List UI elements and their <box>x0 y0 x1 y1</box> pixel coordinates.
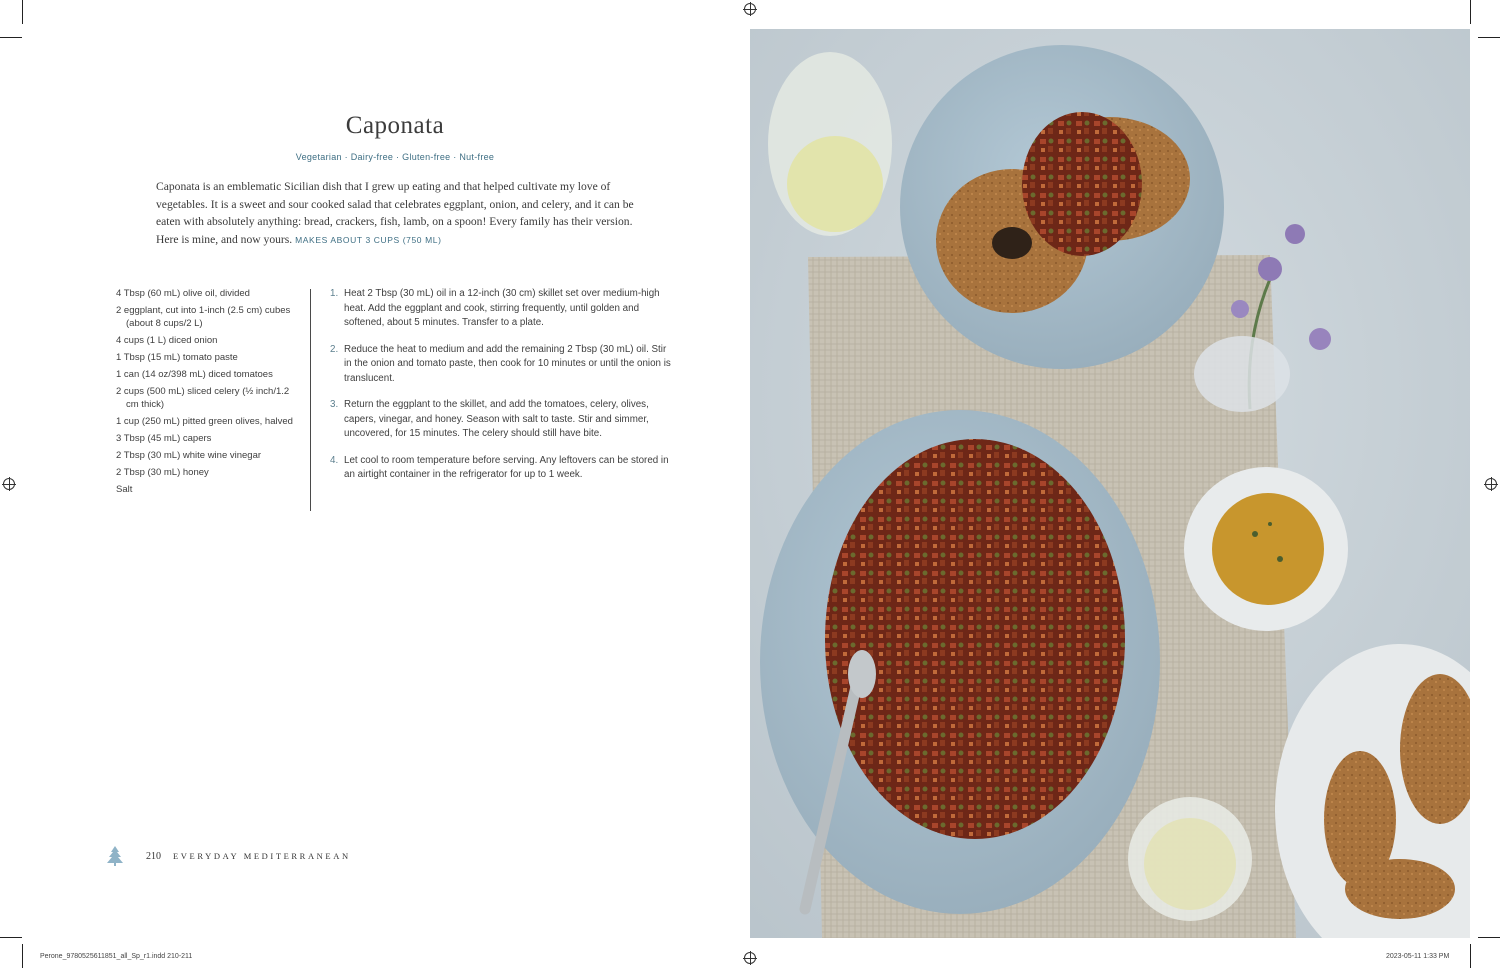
ingredient-item: 2 cups (500 mL) sliced celery (½ inch/1.2 cm thick) <box>116 386 290 410</box>
step-number: 3. <box>330 399 339 410</box>
crop-mark-bottom-left-v <box>22 944 23 968</box>
ingredient-item: 4 Tbsp (60 mL) olive oil, divided <box>116 288 250 299</box>
crop-mark-bottom-left <box>0 937 22 938</box>
method-steps <box>330 287 675 495</box>
crop-mark-top-left <box>22 0 23 24</box>
ingredient-list <box>116 287 296 500</box>
flower-vase <box>1194 336 1290 412</box>
ingredient-item: 2 eggplant, cut into 1-inch (2.5 cm) cubes (about 8 cups/2 L) <box>116 305 291 329</box>
step-text: Return the eggplant to the skillet, and add the tomatoes, celery, olives, capers, vinegar, and honey. Season with salt to taste. Stir and simmer, uncovered, for 15 minutes. The celery should still have bite. <box>344 399 649 439</box>
print-slug-file: Perone_9780525611851_all_Sp_r1.indd 210-211 <box>40 953 193 960</box>
method-step <box>330 398 675 442</box>
crop-mark-bottom-right-v <box>1470 944 1471 968</box>
diet-tags: Vegetarian · Dairy-free · Gluten-free · Nut-free <box>295 152 495 162</box>
yield-label: MAKES ABOUT 3 CUPS (750 ML) <box>295 234 442 245</box>
step-text: Let cool to room temperature before serving. Any leftovers can be stored in an airtight container in the refrigerator for up to 1 week. <box>344 454 669 480</box>
crop-mark-top-right <box>1470 0 1471 24</box>
registration-mark-right <box>1485 478 1497 490</box>
ingredient-item: 3 Tbsp (45 mL) capers <box>116 433 212 444</box>
recipe-intro <box>156 178 636 249</box>
registration-mark-bottom <box>744 952 756 964</box>
ingredient-item: 2 Tbsp (30 mL) white wine vinegar <box>116 450 262 461</box>
method-step <box>330 343 675 387</box>
step-text: Heat 2 Tbsp (30 mL) oil in a 12-inch (30 cm) skillet set over medium-high heat. Add the eggplant and cook, stirring frequently, until golden and softened, about 5 minutes. Transfer to a plate. <box>344 288 660 328</box>
step-number: 1. <box>330 288 339 299</box>
ingredient-item: 1 Tbsp (15 mL) tomato paste <box>116 352 238 363</box>
page-number: 210 <box>146 850 161 862</box>
crop-mark-top-left-h <box>0 37 22 38</box>
caponata-pile <box>825 439 1125 839</box>
step-number: 2. <box>330 343 339 355</box>
ingredient-item: 1 can (14 oz/398 mL) diced tomatoes <box>116 369 273 380</box>
print-slug-timestamp: 2023-05-11 1:33 PM <box>1386 953 1450 960</box>
crop-mark-top-right-h <box>1478 37 1500 38</box>
step-number: 4. <box>330 454 339 466</box>
crop-mark-bottom-right <box>1478 937 1500 938</box>
registration-mark-left <box>3 478 15 490</box>
ingredient-item: Salt <box>116 484 133 495</box>
running-head: EVERYDAY MEDITERRANEAN <box>173 851 351 861</box>
recipe-title: Caponata <box>345 112 445 139</box>
caponata-photo <box>750 29 1470 938</box>
registration-mark-top <box>744 3 756 15</box>
step-text: Reduce the heat to medium and add the remaining 2 Tbsp (30 mL) oil. Stir in the onion and tomato paste, then cook for 10 minutes or until the onion is translucent. <box>344 343 671 384</box>
method-step <box>330 454 675 483</box>
method-step <box>330 287 675 331</box>
intro-text: Caponata is an emblematic Sicilian dish that I grew up eating and that helped cultivate my love of vegetables. It is a sweet and sour cooked salad that celebrates eggplant, onion, and celery, and it can be eaten with absolutely anything: bread, crackers, fish, lamb, on a spoon! Every family has their version. Here is mine, and now yours. <box>156 180 634 246</box>
page-footer <box>104 844 351 868</box>
tree-icon <box>104 845 126 867</box>
column-divider <box>310 289 311 511</box>
caponata-topping <box>1022 112 1142 256</box>
ingredient-item: 2 Tbsp (30 mL) honey <box>116 467 209 478</box>
ingredient-item: 1 cup (250 mL) pitted green olives, halved <box>116 416 293 427</box>
ingredient-item: 4 cups (1 L) diced onion <box>116 335 218 346</box>
